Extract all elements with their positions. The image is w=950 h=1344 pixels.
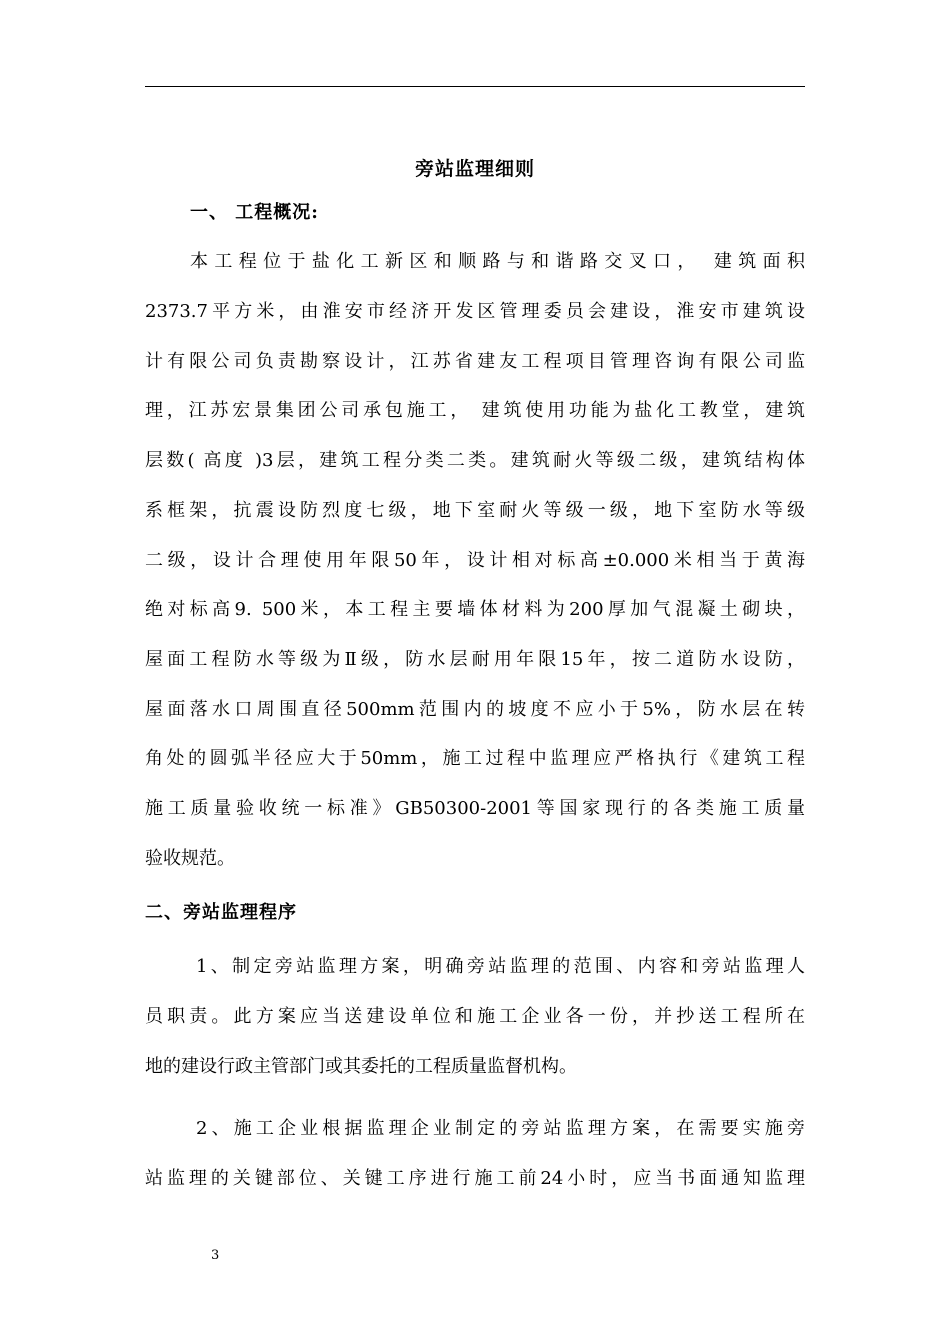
- page-number: 3: [211, 1248, 220, 1263]
- paragraph-line: 施工质量验收统一标准》GB50300-2001等国家现行的各类施工质量: [145, 798, 805, 819]
- paragraph-line: 2、施工企业根据监理企业制定的旁站监理方案，在需要实施旁: [196, 1118, 805, 1139]
- paragraph-line: 二级，设计合理使用年限50年，设计相对标高±0.000米相当于黄海: [145, 550, 805, 571]
- paragraph-line: 屋面落水口周围直径500mm范围内的坡度不应小于5%，防水层在转: [145, 699, 805, 720]
- paragraph-line: 员职责。此方案应当送建设单位和施工企业各一份，并抄送工程所在: [145, 1006, 805, 1027]
- paragraph-line: 站监理的关键部位、关键工序进行施工前24小时，应当书面通知监理: [145, 1168, 805, 1189]
- paragraph-line: 计有限公司负责勘察设计，江苏省建友工程项目管理咨询有限公司监: [145, 351, 805, 372]
- paragraph-line: 地的建设行政主管部门或其委托的工程质量监督机构。: [145, 1056, 577, 1077]
- paragraph-line: 层数( 高度 )3层，建筑工程分类二类。建筑耐火等级二级，建筑结构体: [145, 450, 805, 471]
- paragraph-line: 屋面工程防水等级为Ⅱ级，防水层耐用年限15年，按二道防水设防，: [145, 649, 805, 670]
- paragraph-line: 理，江苏宏景集团公司承包施工， 建筑使用功能为盐化工教堂，建筑: [145, 400, 805, 421]
- section-heading-project-overview: 一、 工程概况:: [190, 202, 319, 223]
- paragraph-line: 绝对标高9. 500米，本工程主要墙体材料为200厚加气混凝土砌块，: [145, 599, 805, 620]
- section-heading-supervision-procedure: 二、旁站监理程序: [145, 902, 297, 923]
- paragraph-line: 本工程位于盐化工新区和顺路与和谐路交叉口， 建筑面积: [190, 251, 805, 272]
- paragraph-line: 验收规范。: [145, 848, 235, 869]
- header-rule: [145, 86, 805, 87]
- document-title: 旁站监理细则: [414, 158, 535, 180]
- paragraph-line: 1、制定旁站监理方案，明确旁站监理的范围、内容和旁站监理人: [196, 956, 805, 977]
- paragraph-line: 2373.7平方米，由淮安市经济开发区管理委员会建设，淮安市建筑设: [145, 301, 805, 322]
- paragraph-line: 角处的圆弧半径应大于50mm，施工过程中监理应严格执行《建筑工程: [145, 748, 805, 769]
- paragraph-line: 系框架，抗震设防烈度七级，地下室耐火等级一级，地下室防水等级: [145, 500, 805, 521]
